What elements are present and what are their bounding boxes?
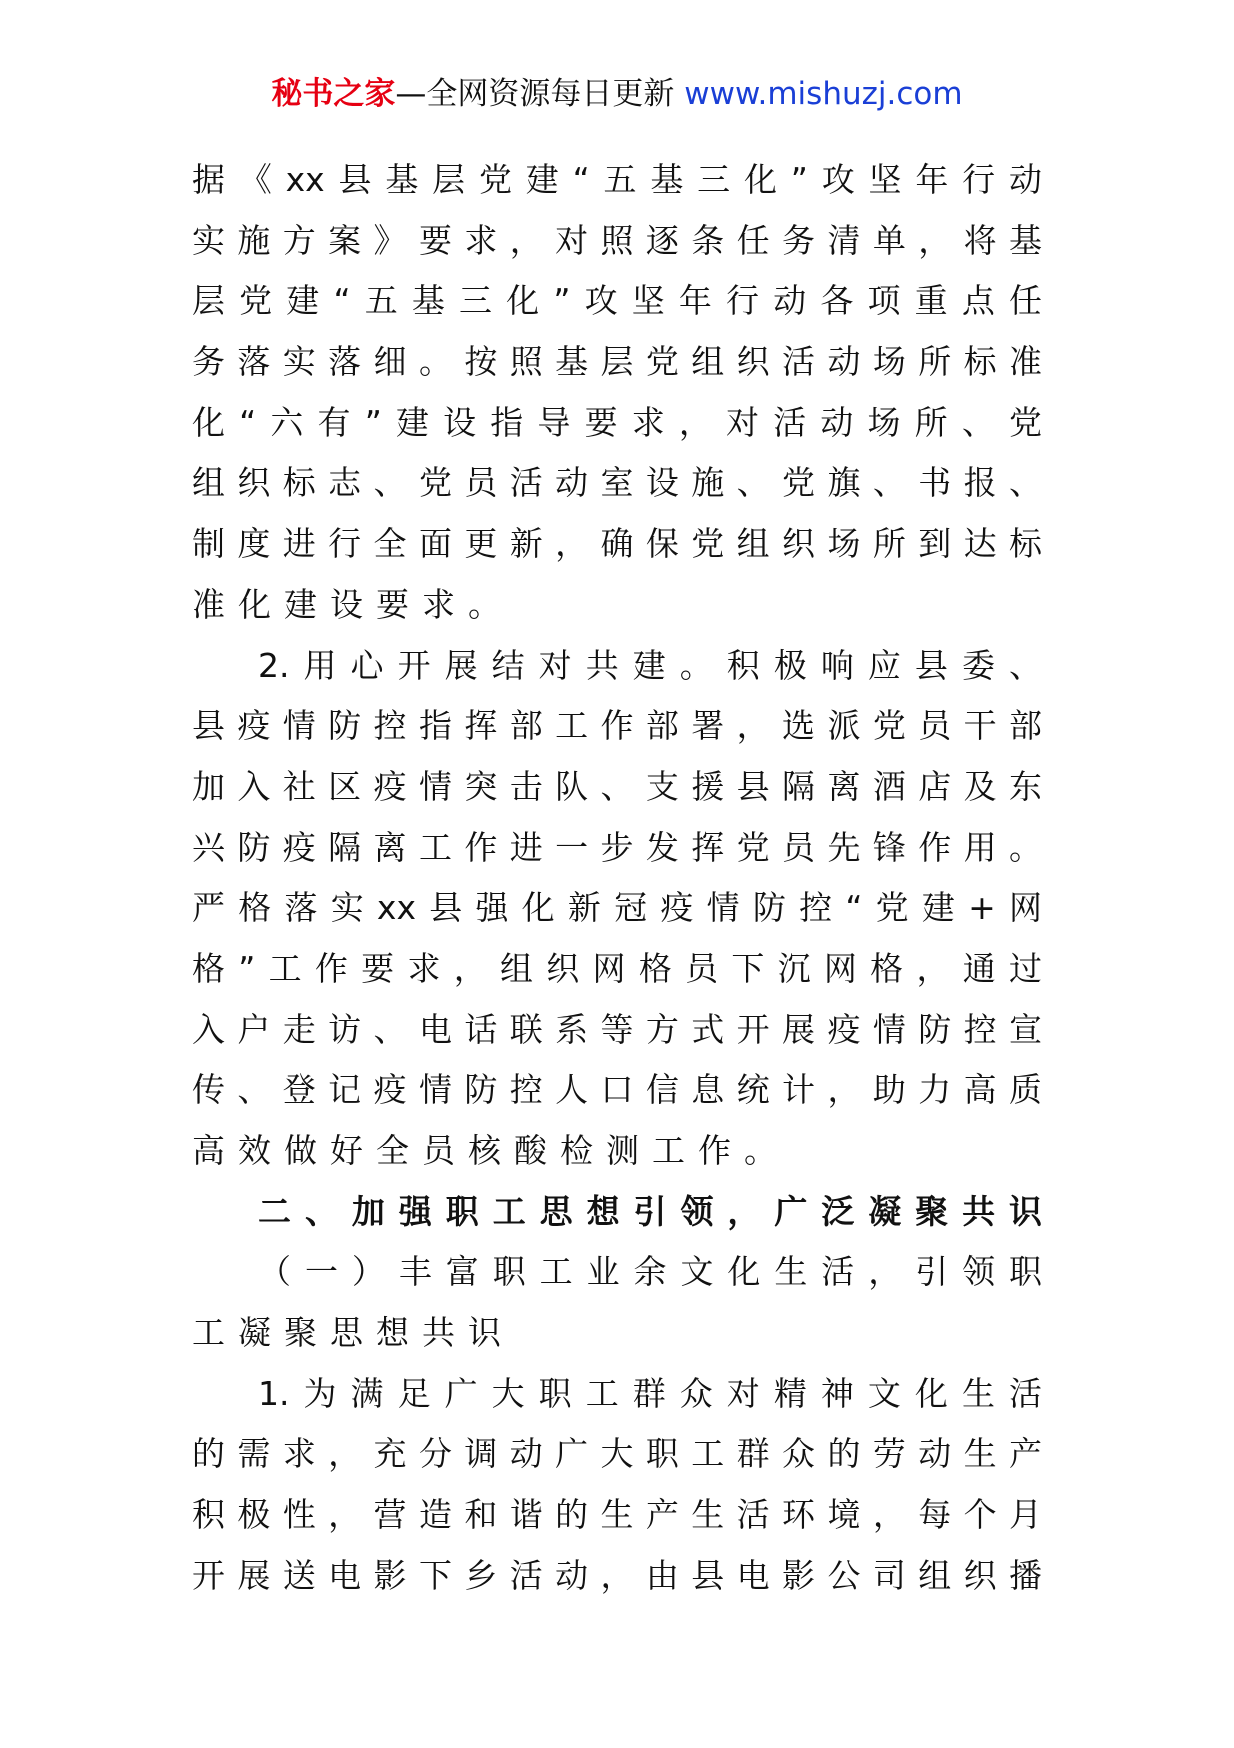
paragraph-line: 格”工作要求，组织网格员下沉网格，通过 [192,948,1042,988]
paragraph-line: 层党建“五基三化”攻坚年行动各项重点任 [192,281,1042,321]
paragraph-line: 制度进行全面更新，确保党组织场所到达标 [192,524,1042,564]
paragraph-line: 1.为满足广大职工群众对精神文化生活 [258,1373,1042,1413]
site-header [0,72,1234,116]
paragraph-line: 开展送电影下乡活动，由县电影公司组织播 [192,1555,1042,1595]
site-slogan: —全网资源每日更新 [395,76,675,112]
paragraph-line: 化“六有”建设指导要求，对活动场所、党 [192,402,1042,442]
paragraph-line: 传、登记疫情防控人口信息统计，助力高质 [192,1070,1042,1110]
paragraph-line: 严格落实xx县强化新冠疫情防控“党建+网 [192,888,1042,928]
site-brand: 秘书之家 [271,76,396,112]
paragraph-line: 务落实落细。按照基层党组织活动场所标准 [192,342,1042,382]
section-heading: 二、加强职工思想引领，广泛凝聚共识 [258,1191,1042,1231]
site-url-link[interactable]: www.mishuzj.com [684,76,963,112]
document-body [192,150,1042,1607]
paragraph-line: 入户走访、电话联系等方式开展疫情防控宣 [192,1009,1042,1049]
paragraph-line: 加入社区疫情突击队、支援县隔离酒店及东 [192,766,1042,806]
paragraph-line: 准化建设要求。 [192,584,514,624]
paragraph-line: 2.用心开展结对共建。积极响应县委、 [258,645,1042,685]
paragraph-line: 工凝聚思想共识 [192,1313,514,1353]
paragraph-line: （一）丰富职工业余文化生活，引领职 [258,1252,1042,1292]
paragraph-line: 兴防疫隔离工作进一步发挥党员先锋作用。 [192,827,1042,867]
paragraph-line: 县疫情防控指挥部工作部署，选派党员干部 [192,706,1042,746]
paragraph-line: 组织标志、党员活动室设施、党旗、书报、 [192,463,1042,503]
paragraph-line: 据《xx县基层党建“五基三化”攻坚年行动 [192,160,1042,199]
paragraph-line: 高效做好全员核酸检测工作。 [192,1131,790,1170]
paragraph-line: 实施方案》要求，对照逐条任务清单，将基 [192,220,1042,260]
paragraph-line: 积极性，营造和谐的生产生活环境，每个月 [192,1495,1042,1535]
paragraph-line: 的需求，充分调动广大职工群众的劳动生产 [192,1434,1042,1474]
